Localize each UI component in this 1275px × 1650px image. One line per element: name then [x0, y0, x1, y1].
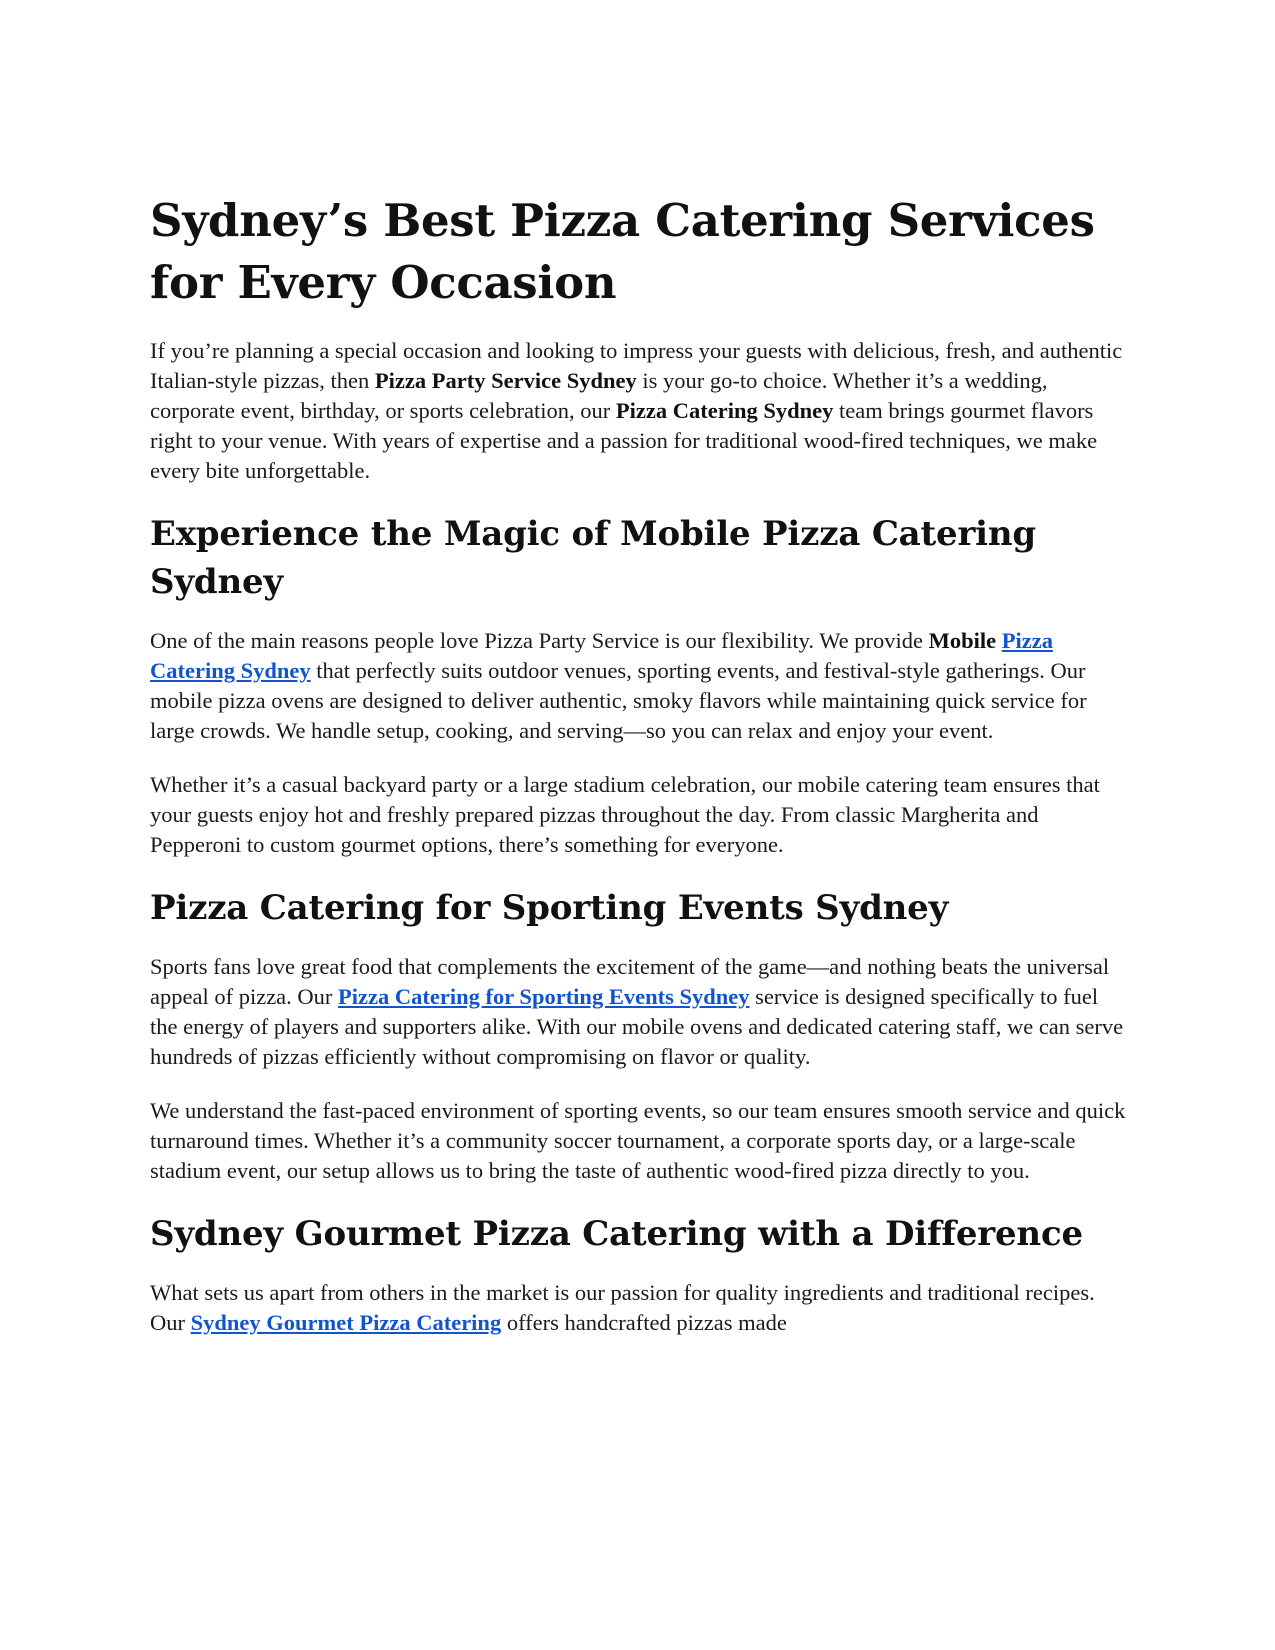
gourmet-pizza-catering-link[interactable]: Sydney Gourmet Pizza Catering [190, 1310, 502, 1335]
sporting-events-catering-link[interactable]: Pizza Catering for Sporting Events Sydney [338, 984, 750, 1009]
sporting-p1-text-2: service is designed specifically to fuel the energy of players and supporters alike. With our mobile ovens and dedicated catering staff, we can serve hundreds of pizzas efficiently without compromising on flavor or quality. [150, 984, 1124, 1069]
heading-sporting-events: Pizza Catering for Sporting Events Sydney [150, 888, 949, 928]
intro-bold-1: Pizza Party Service Sydney [374, 368, 637, 393]
sporting-paragraph-2: We understand the fast-paced environment of sporting events, so our team ensures smooth service and quick turnaround times. Whether it’s a community soccer tournament, a corporate sports day, or a large-scale stadium event, our setup allows us to bring the taste of authentic wood-fired pizza directly to you. [150, 1098, 1126, 1183]
mobile-p1-bold: Mobile [928, 628, 997, 653]
mobile-paragraph-1 [150, 626, 1130, 746]
intro-text-2: is your go-to choice. Whether it’s a wedding, corporate event, birthday, or sports celebration, our [150, 368, 1048, 423]
intro-text-3: team brings gourmet flavors right to your venue. With years of expertise and a passion for traditional wood-fired techniques, we make every bite unforgettable. [150, 398, 1098, 483]
heading-mobile-catering: Experience the Magic of Mobile Pizza Catering Sydney [150, 514, 1036, 602]
mobile-pizza-catering-link[interactable]: Pizza Catering Sydney [150, 628, 1053, 683]
mobile-paragraph-2: Whether it’s a casual backyard party or a large stadium celebration, our mobile catering team ensures that your guests enjoy hot and freshly prepared pizzas throughout the day. From classic Margherita and Pepperoni to custom gourmet options, there’s something for everyone. [150, 772, 1100, 857]
intro-paragraph [150, 336, 1130, 486]
heading-gourmet-catering: Sydney Gourmet Pizza Catering with a Difference [150, 1214, 1083, 1254]
document-page [150, 190, 1130, 1362]
mobile-p1-text-2: that perfectly suits outdoor venues, sporting events, and festival-style gatherings. Our mobile pizza ovens are designed to deliver authentic, smoky flavors while maintaining quick service for large crowds. We handle setup, cooking, and serving—so you can relax and enjoy your event. [150, 658, 1087, 743]
intro-bold-2: Pizza Catering Sydney [615, 398, 834, 423]
sporting-paragraph-1 [150, 952, 1130, 1072]
gourmet-paragraph-1 [150, 1278, 1130, 1338]
page-title: Sydney’s Best Pizza Catering Services for Every Occasion [150, 194, 1095, 309]
mobile-p1-text-1: One of the main reasons people love Pizza Party Service is our flexibility. We provide [150, 628, 929, 653]
gourmet-p1-text-2: offers handcrafted pizzas made [501, 1310, 787, 1335]
gourmet-p1-text-1: What sets us apart from others in the market is our passion for quality ingredients and traditional recipes. Our [150, 1280, 1095, 1335]
sporting-p1-text-1: Sports fans love great food that complements the excitement of the game—and nothing beats the universal appeal of pizza. Our [150, 954, 1110, 1009]
intro-text-1: If you’re planning a special occasion and looking to impress your guests with delicious, fresh, and authentic Italian-style pizzas, then [150, 338, 1123, 393]
